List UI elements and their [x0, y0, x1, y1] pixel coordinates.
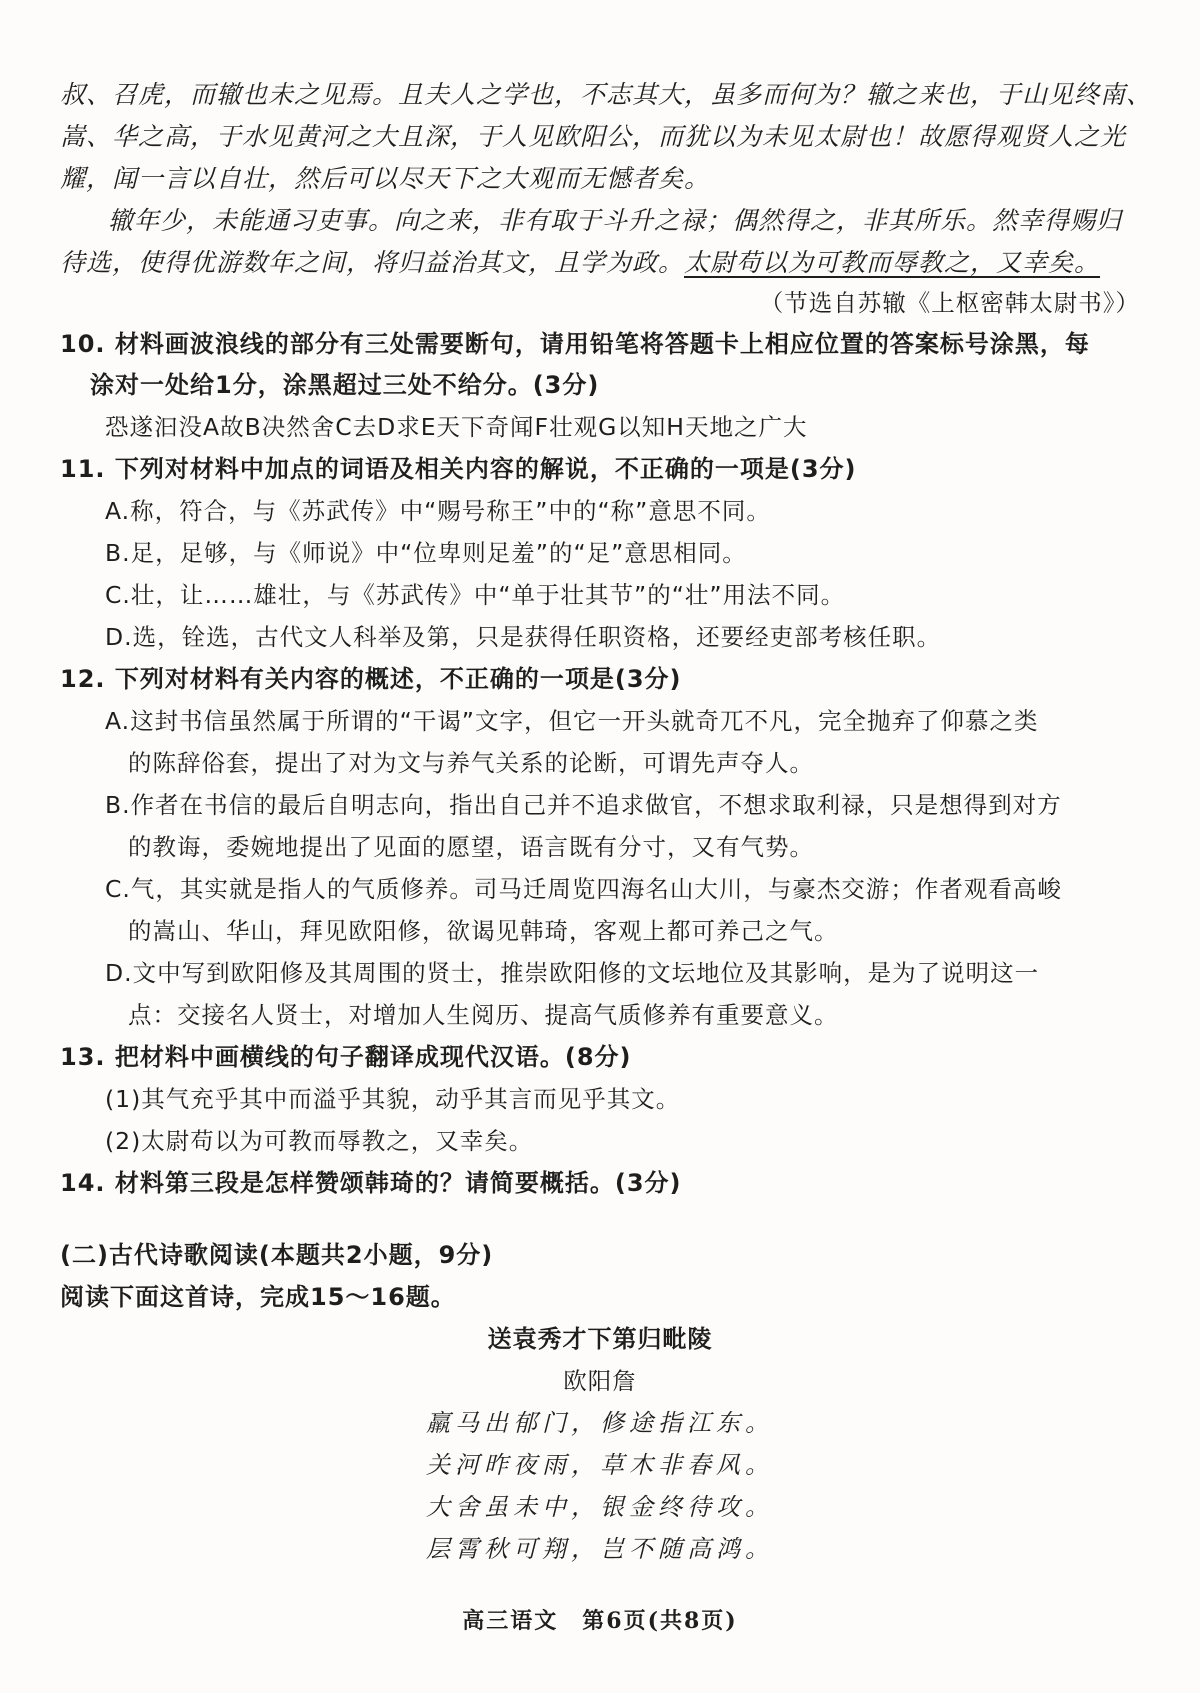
poem-author: 欧阳詹 [563, 1367, 637, 1395]
q12-option-d-line-2: 点：交接名人贤士，对增加人生阅历、提高气质修养有重要意义。 [128, 1001, 839, 1029]
q11-option-b: B.足，足够，与《师说》中“位卑则足羞”的“足”意思相同。 [105, 539, 747, 567]
q10-stem-line-1: 10. 材料画波浪线的部分有三处需要断句，请用铅笔将答题卡上相应位置的答案标号涂黑，每 [60, 330, 1090, 358]
section-heading: (二)古代诗歌阅读(本题共2小题，9分) [60, 1241, 494, 1269]
passage-line-5-plain: 待选，使得优游数年之间，将归益治其文，且学为政。 [60, 248, 685, 277]
passage-line-1: 叔、召虎，而辙也未之见焉。且夫人之学也，不志其大，虽多而何为？辙之来也，于山见终南、 [60, 80, 1153, 109]
underlined-sentence: 太尉苟以为可教而辱教之，又幸矣。 [684, 248, 1101, 277]
q13-sentence-2: (2)太尉苟以为可教而辱教之，又幸矣。 [105, 1127, 534, 1155]
q12-option-c-line-2: 的嵩山、华山，拜见欧阳修，欲谒见韩琦，客观上都可养己之气。 [128, 917, 839, 945]
q12-option-b-line-2: 的教诲，委婉地提出了见面的愿望，语言既有分寸，又有气势。 [128, 833, 814, 861]
passage-line-2: 嵩、华之高，于水见黄河之大且深，于人见欧阳公，而犹以为未见太尉也！故愿得观贤人之光 [60, 122, 1127, 151]
passage-line-5 [60, 246, 1100, 280]
q14-stem: 14. 材料第三段是怎样赞颂韩琦的？请简要概括。(3分) [60, 1169, 682, 1197]
q12-option-b-line-1: B.作者在书信的最后自明志向，指出自己并不追求做官，不想求取利禄，只是想得到对方 [105, 791, 1062, 819]
passage-line-3: 耀，闻一言以自壮，然后可以尽天下之大观而无憾者矣。 [60, 164, 711, 193]
q12-option-a-line-1: A.这封书信虽然属于所谓的“干谒”文字，但它一开头就奇兀不凡，完全抛弃了仰慕之类 [105, 707, 1039, 735]
q12-option-c-line-1: C.气，其实就是指人的气质修养。司马迁周览四海名山大川，与豪杰交游；作者观看高峻 [105, 875, 1062, 903]
q11-option-d: D.选，铨选，古代文人科举及第，只是获得任职资格，还要经吏部考核任职。 [105, 623, 942, 651]
q13-stem: 13. 把材料中画横线的句子翻译成现代汉语。(8分) [60, 1043, 632, 1071]
q11-stem: 11. 下列对材料中加点的词语及相关内容的解说，不正确的一项是(3分) [60, 455, 857, 483]
q11-option-a: A.称，符合，与《苏武传》中“赐号称王”中的“称”意思不同。 [105, 497, 771, 525]
poem-line-4: 层霄秋可翔，岂不随高鸿。 [426, 1535, 774, 1563]
q12-stem: 12. 下列对材料有关内容的概述，不正确的一项是(3分) [60, 665, 682, 693]
poem-line-1: 羸马出郁门，修途指江东。 [426, 1409, 774, 1437]
q10-options: 恐遂汩没A故B决然舍C去D求E天下奇闻F壮观G以知H天地之广大 [105, 413, 808, 441]
q11-option-c: C.壮，让……雄壮，与《苏武传》中“单于壮其节”的“壮”用法不同。 [105, 581, 846, 609]
q12-option-a-line-2: 的陈辞俗套，提出了对为文与养气关系的论断，可谓先声夺人。 [128, 749, 814, 777]
q12-option-d-line-1: D.文中写到欧阳修及其周围的贤士，推崇欧阳修的文坛地位及其影响，是为了说明这一 [105, 959, 1040, 987]
poem-line-3: 大舍虽未中，银金终待攻。 [426, 1493, 774, 1521]
poem-line-2: 关河昨夜雨，草木非春风。 [426, 1451, 774, 1479]
q13-sentence-1: (1)其气充乎其中而溢乎其貌，动乎其言而见乎其文。 [105, 1085, 681, 1113]
poem-title: 送袁秀才下第归毗陵 [487, 1325, 713, 1353]
section-instruction: 阅读下面这首诗，完成15～16题。 [60, 1283, 456, 1311]
q10-stem-line-2: 涂对一处给1分，涂黑超过三处不给分。(3分) [90, 371, 600, 399]
passage-line-4: 辙年少，未能通习吏事。向之来，非有取于斗升之禄；偶然得之，非其所乐。然幸得赐归 [108, 206, 1123, 235]
page-footer: 高三语文 第6页(共8页) [462, 1608, 738, 1634]
passage-source: （节选自苏辙《上枢密韩太尉书》） [759, 289, 1140, 317]
